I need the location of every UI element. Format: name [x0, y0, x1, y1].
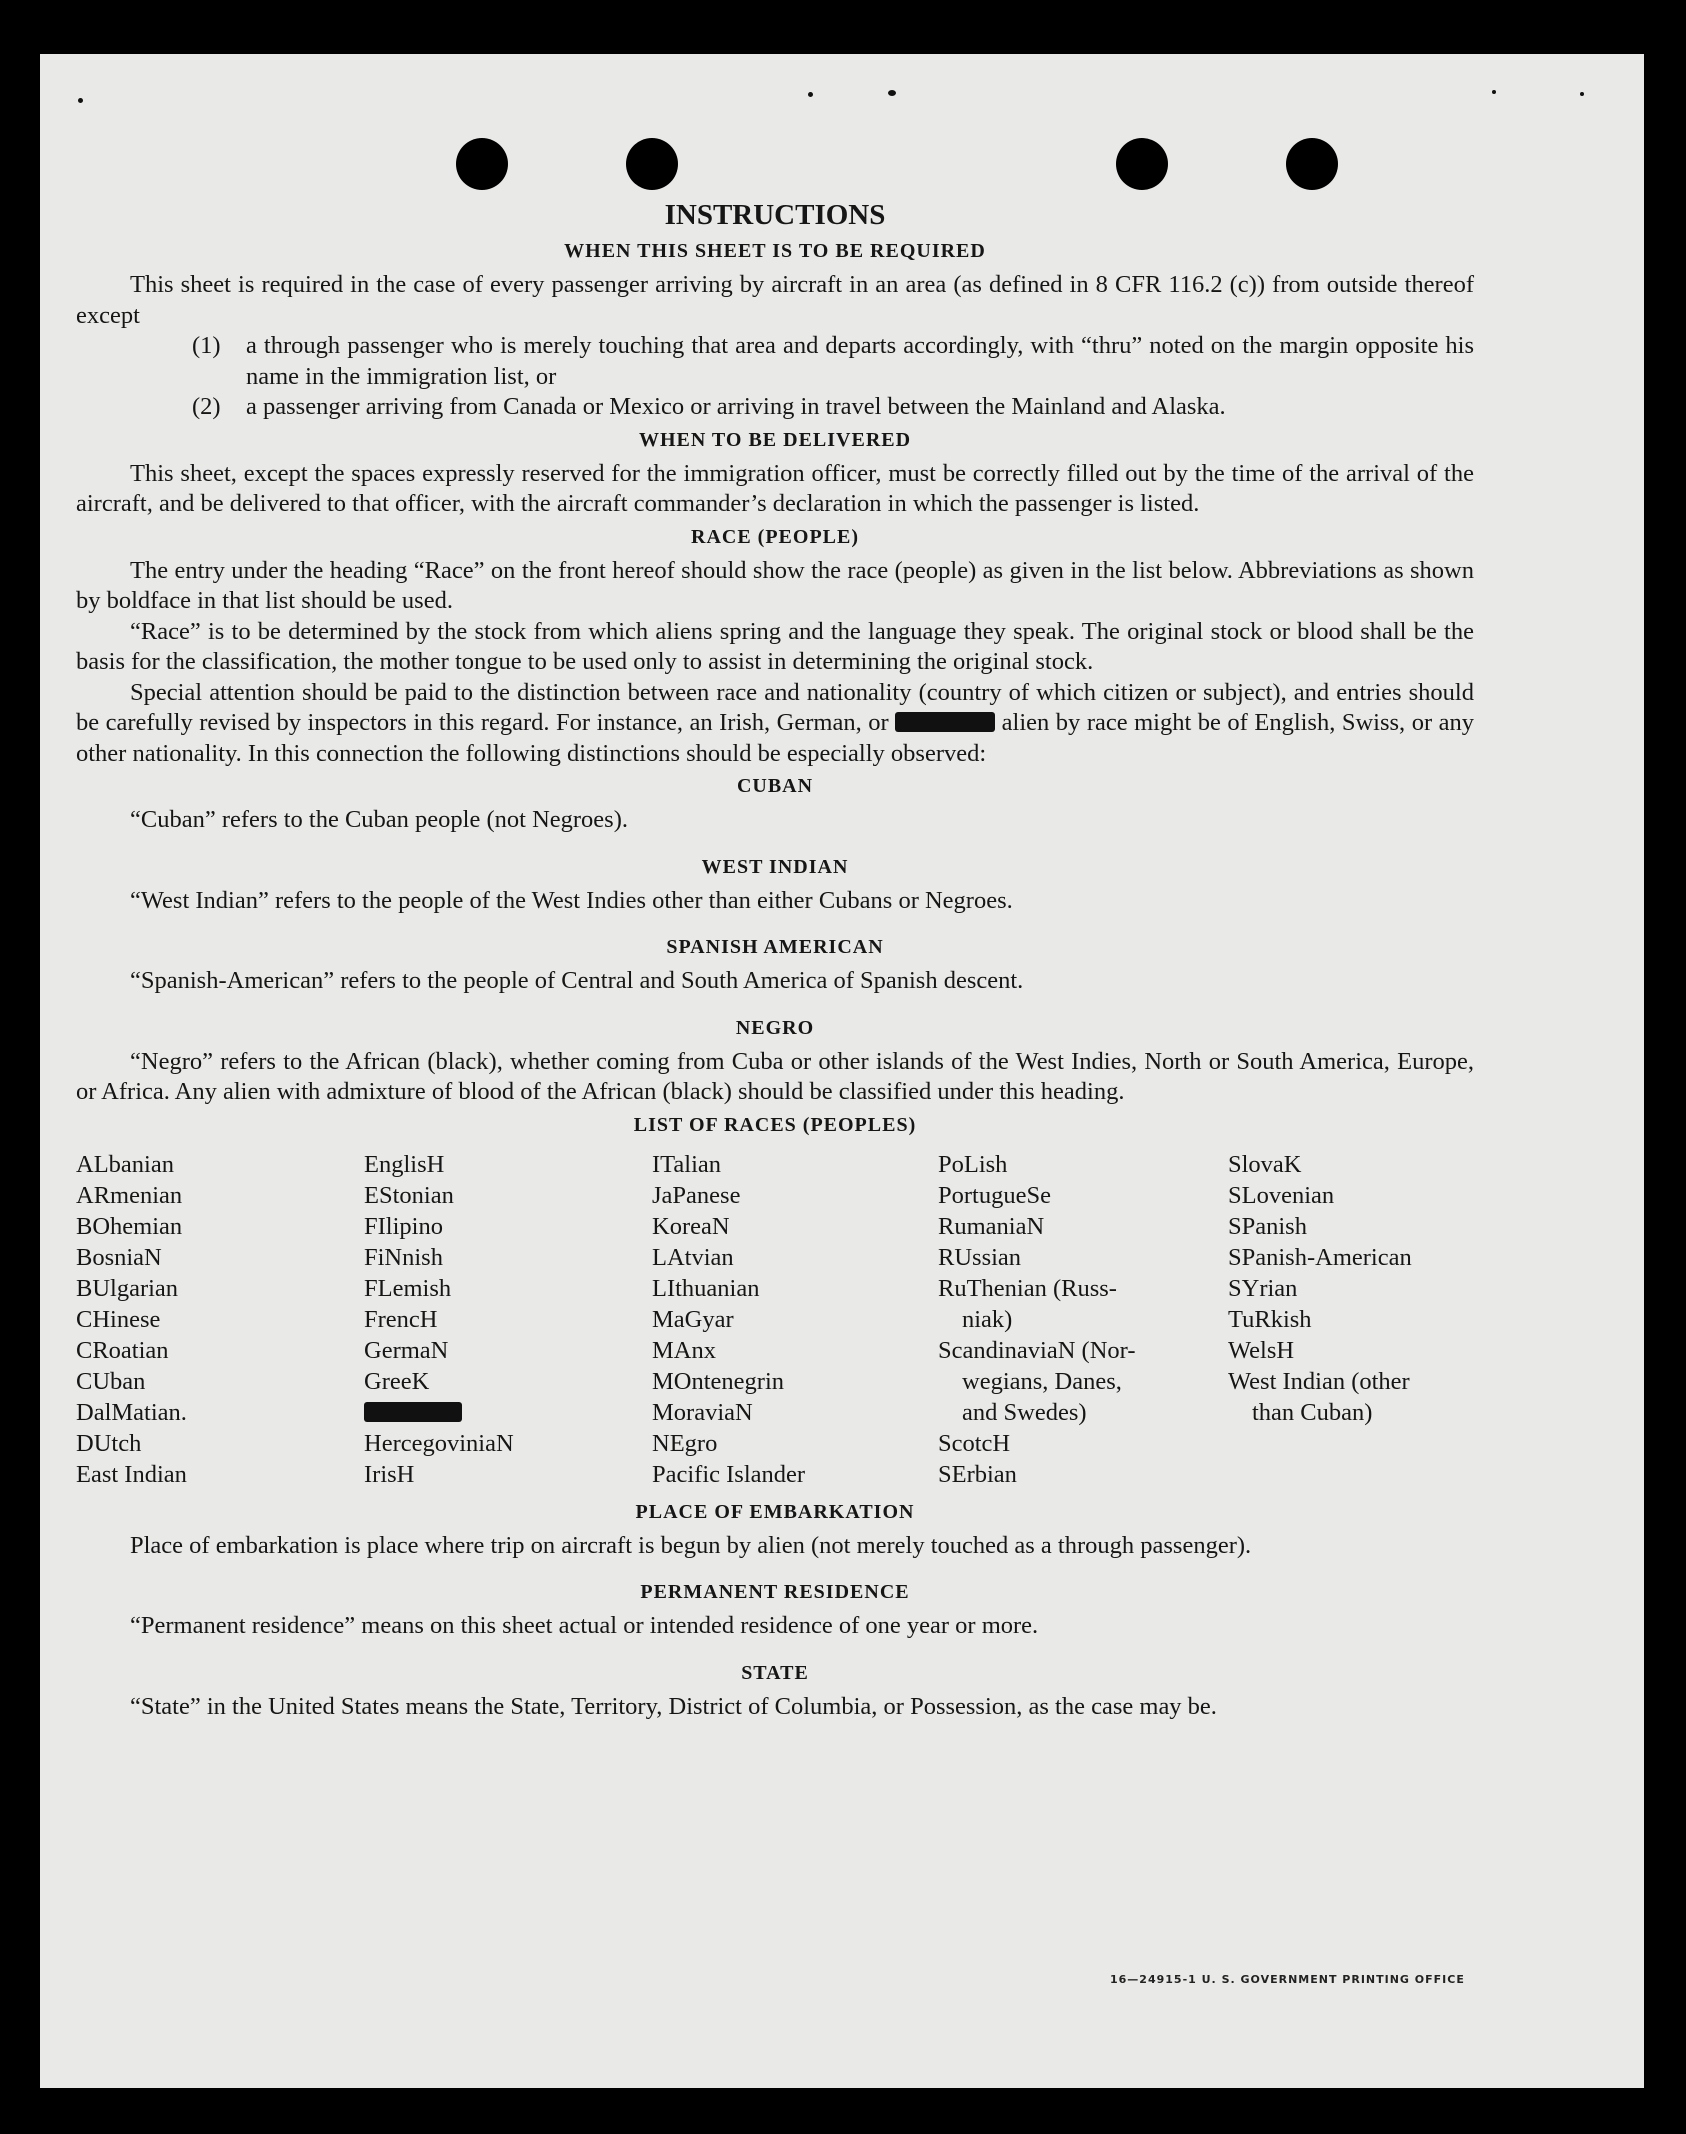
race-entry: RumaniaN: [938, 1212, 1045, 1240]
race-entry: IrisH: [364, 1460, 415, 1488]
speck: [888, 90, 896, 96]
race-entry: BOhemian: [76, 1212, 183, 1240]
race-entry: West Indian (other: [1228, 1367, 1410, 1395]
section-heading-residence: PERMANENT RESIDENCE: [640, 1581, 910, 1603]
section-heading-delivered: WHEN TO BE DELIVERED: [638, 428, 912, 451]
item-number: (1): [192, 332, 221, 359]
redaction-mark: [364, 1402, 462, 1422]
race-entry: SYrian: [1228, 1274, 1298, 1302]
race-entry: FIlipino: [364, 1212, 443, 1240]
speck: [1580, 92, 1584, 96]
race-entry: RUssian: [938, 1243, 1022, 1271]
race-entry: ALbanian: [76, 1150, 174, 1178]
race-paragraph-2: “Race” is to be determined by the stock from which aliens spring and the language they speak. The original stock or blood shall be the basis for the classification, the mother tongue to be used only to assist in determining the original stock.: [76, 617, 1474, 675]
race-entry: EStonian: [364, 1181, 454, 1209]
race-entry: KoreaN: [652, 1212, 730, 1240]
race-entry: PoLish: [938, 1150, 1008, 1178]
race-entry: East Indian: [76, 1460, 187, 1488]
section-heading-embarkation: PLACE OF EMBARKATION: [635, 1500, 915, 1523]
section-heading-west-indian: WEST INDIAN: [701, 855, 849, 878]
race-entry: GermaN: [364, 1336, 449, 1364]
race-entry: ScandinaviaN (Nor-: [938, 1336, 1136, 1364]
race-entry: MAnx: [652, 1336, 716, 1364]
race-entry: DalMatian.: [76, 1398, 187, 1426]
section-heading-spanish-american: SPANISH AMERICAN: [666, 936, 884, 958]
race-entry: MOntenegrin: [652, 1367, 784, 1395]
race-paragraph-1: The entry under the heading “Race” on the front hereof should show the race (people) as given in the list below. Abbreviations as shown by boldface in that list should be used.: [76, 556, 1474, 614]
instructions-content: [76, 196, 1474, 1722]
punch-hole: [626, 138, 678, 190]
section-heading-cuban: CUBAN: [736, 775, 814, 797]
race-entry: CRoatian: [76, 1336, 169, 1364]
races-column-2: [364, 1150, 652, 1491]
race-entry: ARmenian: [76, 1181, 183, 1209]
race-entry: SlovaK: [1228, 1150, 1302, 1178]
section-heading-state: STATE: [741, 1661, 809, 1684]
item-text: a passenger arriving from Canada or Mexico or arriving in travel between the Mainland and Alaska.: [246, 393, 1226, 420]
race-entry: ScotcH: [938, 1429, 1011, 1457]
section-heading-negro: NEGRO: [735, 1016, 815, 1039]
race-entry: SPanish-American: [1228, 1243, 1412, 1271]
race-entry-redacted: [364, 1398, 652, 1429]
residence-text: “Permanent residence” means on this sheet actual or intended residence of one year or more.: [130, 1612, 1039, 1639]
speck: [808, 92, 813, 97]
race-entry: wegians, Danes,: [962, 1367, 1122, 1395]
race-entry: TuRkish: [1228, 1305, 1312, 1333]
race-entry: MoraviaN: [652, 1398, 753, 1426]
race-entry: SLovenian: [1228, 1181, 1335, 1209]
race-entry: EnglisH: [364, 1150, 445, 1178]
speck: [1492, 90, 1496, 94]
race-entry: SErbian: [938, 1460, 1017, 1488]
race-entry: SPanish: [1228, 1212, 1307, 1240]
race-entry: HercegoviniaN: [364, 1429, 514, 1457]
list-item: [192, 331, 1474, 392]
punch-hole: [1116, 138, 1168, 190]
redaction-mark: [895, 712, 995, 732]
race-paragraph-3a: Special attention should be paid to the distinction between race and nationality (country of which citizen or subject), and entries should be carefully revised by inspectors in this regard. For instance, an Irish, German, or: [76, 678, 1474, 736]
race-entry: BUlgarian: [76, 1274, 179, 1302]
races-column-4: [938, 1150, 1228, 1491]
section-heading-races-list: LIST OF RACES (PEOPLES): [633, 1113, 917, 1136]
punch-hole: [456, 138, 508, 190]
required-intro: This sheet is required in the case of every passenger arriving by aircraft in an area (as defined in 8 CFR 116.2 (c)) from outside thereof except: [76, 271, 1474, 329]
race-entry: FLemish: [364, 1274, 452, 1302]
item-number: (2): [192, 393, 221, 420]
printing-office-code: 16—24915-1 U. S. GOVERNMENT PRINTING OFFICE: [1110, 1973, 1465, 1986]
race-entry: CHinese: [76, 1305, 161, 1333]
races-column-5: [1228, 1150, 1478, 1491]
race-entry: and Swedes): [962, 1398, 1087, 1426]
race-entry: GreeK: [364, 1367, 430, 1395]
race-entry: Pacific Islander: [652, 1460, 806, 1488]
punch-hole: [1286, 138, 1338, 190]
delivered-text: This sheet, except the spaces expressly reserved for the immigration officer, must be correctly filled out by the time of the arrival of the aircraft, and be delivered to that officer, with the aircraft commander’s declaration in which the passenger is listed.: [76, 459, 1474, 517]
spanish-american-text: “Spanish-American” refers to the people of Central and South America of Spanish descent.: [130, 967, 1024, 994]
race-entry: ITalian: [652, 1150, 722, 1178]
race-entry: PortugueSe: [938, 1181, 1051, 1209]
race-entry: FiNnish: [364, 1243, 443, 1271]
race-entry: RuThenian (Russ-: [938, 1274, 1117, 1302]
race-entry: FrencH: [364, 1305, 438, 1333]
speck: [78, 98, 83, 103]
race-entry: DUtch: [76, 1429, 142, 1457]
race-entry: niak): [962, 1305, 1013, 1333]
race-entry: JaPanese: [652, 1181, 741, 1209]
races-column-1: [76, 1150, 364, 1491]
race-entry: WelsH: [1228, 1336, 1295, 1364]
race-entry: CUban: [76, 1367, 146, 1395]
negro-text: “Negro” refers to the African (black), whether coming from Cuba or other islands of the West Indies, North or South America, Europe, or Africa. Any alien with admixture of blood of the African (black) should be classified under this heading.: [76, 1047, 1474, 1105]
race-entry: BosniaN: [76, 1243, 162, 1271]
section-heading-race: RACE (PEOPLE): [691, 525, 859, 548]
item-text: a through passenger who is merely touching that area and departs accordingly, with “thru” noted on the margin opposite his name in the immigration list, or: [246, 332, 1474, 390]
race-entry: LAtvian: [652, 1243, 734, 1271]
section-heading-required: WHEN THIS SHEET IS TO BE REQUIRED: [564, 240, 986, 262]
race-paragraph-3b: alien by race might be of English, Swiss, or any other nationality. In this connection the following distinctions should be especially observed:: [76, 709, 1474, 767]
west-indian-text: “West Indian” refers to the people of the West Indies other than either Cubans or Negroes.: [130, 886, 1013, 914]
race-paragraph-3: [76, 678, 1474, 770]
races-column-3: [652, 1150, 938, 1491]
race-entry: LIthuanian: [652, 1274, 760, 1302]
race-entry: NEgro: [652, 1429, 718, 1457]
race-entry: than Cuban): [1252, 1398, 1373, 1426]
embarkation-text: Place of embarkation is place where trip on aircraft is begun by alien (not merely touched as a through passenger).: [130, 1531, 1252, 1559]
page-title: INSTRUCTIONS: [664, 199, 886, 231]
races-list: [76, 1150, 1474, 1491]
race-entry: MaGyar: [652, 1305, 734, 1333]
cuban-text: “Cuban” refers to the Cuban people (not Negroes).: [130, 806, 628, 833]
state-text: “State” in the United States means the State, Territory, District of Columbia, or Possession, as the case may be.: [130, 1692, 1217, 1720]
list-item: [192, 392, 1474, 423]
